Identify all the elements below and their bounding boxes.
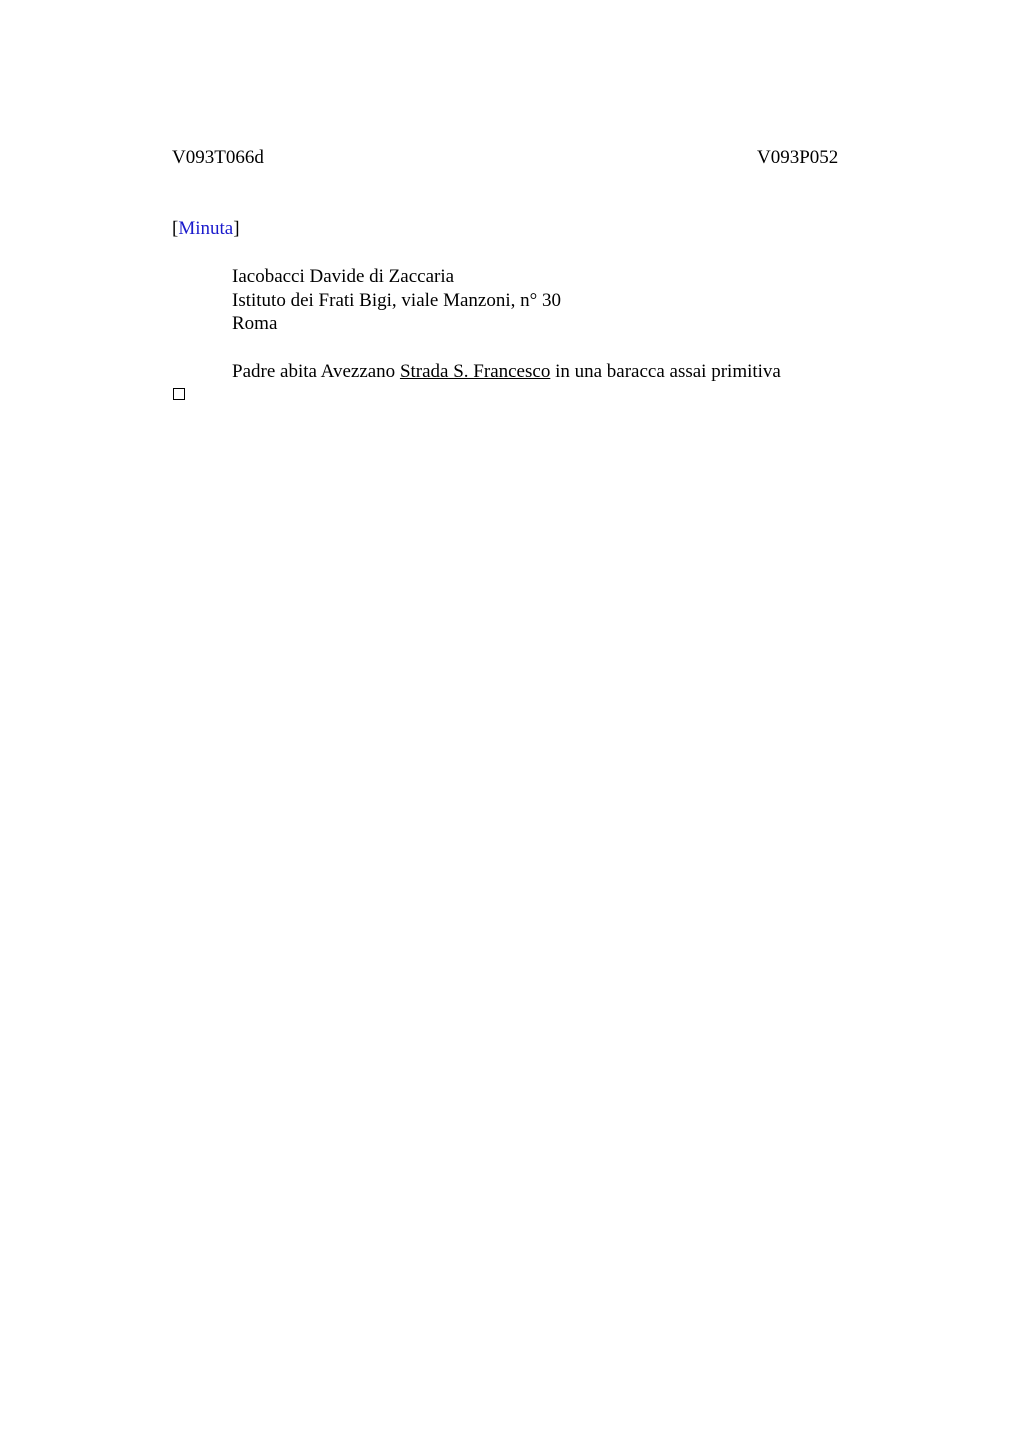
body-text-end: in una baracca assai primitiva	[550, 361, 781, 382]
open-bracket: [	[172, 218, 179, 239]
square-outline-icon	[173, 388, 185, 400]
address-block	[232, 265, 561, 336]
addressee-name: Iacobacci Davide di Zaccaria	[232, 266, 455, 287]
body-text-start: Padre abita Avezzano	[232, 361, 400, 382]
document-type-label: Minuta	[178, 218, 234, 239]
address-city: Roma	[232, 313, 278, 334]
address-street: Istituto dei Frati Bigi, viale Manzoni, n° 30	[232, 289, 561, 311]
document-type-note	[172, 217, 240, 241]
document-code-left: V093T066d	[172, 147, 264, 168]
document-code-right: V093P052	[757, 147, 839, 168]
close-bracket: ]	[233, 218, 240, 239]
body-text	[232, 360, 781, 384]
body-text-underlined: Strada S. Francesco	[399, 361, 551, 382]
